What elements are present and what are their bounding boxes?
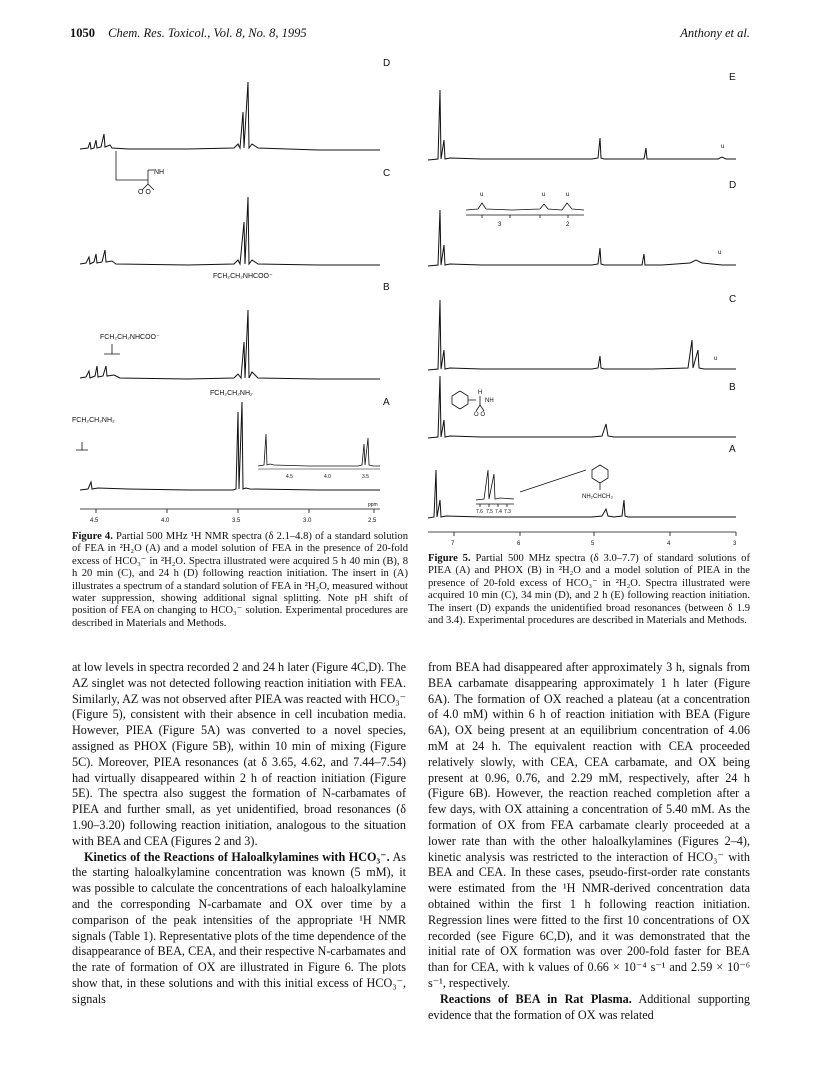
figure-5-caption-label: Figure 5. bbox=[428, 553, 471, 564]
figure-5-caption bbox=[428, 553, 750, 653]
phox-oo-label: O O bbox=[474, 412, 486, 418]
trace-label-b: B bbox=[383, 282, 390, 293]
insert-tick-1: 4.5 bbox=[286, 474, 293, 480]
insert-d-tick-2: 2 bbox=[566, 222, 570, 228]
axis5-tick-3: 3 bbox=[733, 541, 737, 547]
axis5-tick-4: 4 bbox=[667, 541, 671, 547]
spectrum-e bbox=[428, 90, 736, 160]
insert-u-2: u bbox=[542, 192, 546, 198]
nh-structure-d bbox=[116, 151, 154, 190]
trace-label-c: C bbox=[383, 168, 391, 179]
spectrum-b5 bbox=[428, 376, 736, 438]
insert-spectrum-a bbox=[258, 434, 380, 466]
axis-tick-30: 3.0 bbox=[303, 518, 312, 524]
axis-tick-45: 4.5 bbox=[90, 518, 99, 524]
amine-label-b: FCH₂CH₂NH₂ bbox=[210, 390, 253, 397]
figure-5-caption-text: Partial 500 MHz spectra (δ 3.0–7.7) of standard solutions of PIEA (A) and PHOX (B) in ²H₂O and a model solution of PIEA in the presence of 20-fold excess of HCO₃⁻ in ²H₂O. Spectra illustrated were acquired 10 min (C), 34 min (D), and 2 h (E) following reaction initiation. The insert (D) expands the unidentified broad resonances (between δ 1.9 and 3.4). Experimental procedures are described in Materials and Methods. bbox=[428, 553, 750, 627]
amine-bracket-a bbox=[76, 442, 88, 450]
nh-label: NH bbox=[154, 169, 165, 176]
u-mark-c: u bbox=[714, 356, 718, 362]
trace-label-b5: B bbox=[729, 382, 736, 393]
u-mark-d: u bbox=[718, 250, 722, 256]
axis-tick-25: 2.5 bbox=[368, 518, 377, 524]
phox-h-label: H bbox=[478, 390, 483, 396]
kinetics-heading: Kinetics of the Reactions of Haloalkylamines with HCO₃⁻. bbox=[84, 849, 390, 864]
axis5-tick-7: 7 bbox=[451, 541, 455, 547]
insert-tick-3: 3.5 bbox=[362, 474, 369, 480]
insert-a-tick-73: 7.3 bbox=[504, 509, 511, 515]
figure-4-caption-text: Partial 500 MHz ¹H NMR spectra (δ 2.1–4.8) of a standard solution of FEA in ²H₂O (A) and a model solution of FEA in the presence of 20-fold excess of HCO₃⁻ in ²H₂O. Spectra illustrated were acquired 5 h 40 min (B), 8 h 20 min (C), and 24 h (D) following reaction initiation. The insert in (A) illustrates a spectrum of a standard solution of FEA in ²H₂O, measured without water suppression, showing additional signal splitting. Note pH shift of position of FEA on changing to HCO₃⁻ solution. Experimental procedures are described in Materials and Methods. bbox=[72, 531, 408, 629]
right-paragraph-1: from BEA had disappeared after approximately 3 h, signals from BEA carbamate disappearing approximately 1 h later (Figure 6A). The formation of OX reached a plateau (at a concentration of 4.0 mM) within 6 h of reaction initiation with BEA (Figure 6A), OX being present at an equilibrium concentration of 4.06 mM at 24 h. The equivalent reaction with CEA proceeded relatively slowly, with CEA, CEA carbamate, and OX being present at 0.96, 0.76, and 2.29 mM, respectively, after 24 h (Figure 6B). However, the reaction reached completion after a few days, with OX attaining a concentration of 5.40 mM. As the formation of OX from FEA carbamate clearly proceeded at a lower rate than with the other haloalkylamines (Figures 2–4), kinetic analysis was restricted to the interaction of HCO₃⁻ with BEA and CEA. In these cases, pseudo-first-order rate constants were estimated from the ¹H NMR-derived concentration data obtained within the first 1 h following reaction initiation. Regression lines were fitted to the first 10 concentrations of OX recorded (see Figure 6C,D), and it was demonstrated that the initial rate of OX formation was over 200-fold faster for BEA than for CEA, with k values of 0.66 × 10⁻⁴ s⁻¹ and 2.59 × 10⁻⁶ s⁻¹, respectively. bbox=[428, 660, 750, 990]
spectrum-a bbox=[80, 402, 380, 490]
axis-tick-40: 4.0 bbox=[161, 518, 170, 524]
insert-u-1: u bbox=[480, 192, 484, 198]
right-text-column bbox=[428, 660, 750, 1055]
insert-a-tick-76: 7.6 bbox=[476, 509, 483, 515]
left-text-column bbox=[72, 660, 406, 1055]
kinetics-text: As the starting haloalkylamine concentration was known (5 mM), it was possible to calculate the concentrations of each haloalkylamine and the corresponding N-carbamate and OX over time by a comparison of the peak intensities of the appropriate ¹H NMR signals (Table 1). Representative plots of the time dependence of the disappearance of BEA, CEA, and their respective N-carbamates and the rate of formation of OX are illustrated in Figure 6. The plots show that, in these solutions and with this initial excess of HCO₃⁻, signals bbox=[72, 849, 406, 1006]
spectrum-c5 bbox=[428, 300, 736, 370]
figure-4-caption bbox=[72, 531, 408, 653]
trace-label-a: A bbox=[383, 397, 390, 408]
trace-label-d: D bbox=[383, 58, 391, 69]
axis5-tick-5: 5 bbox=[591, 541, 595, 547]
right-paragraph-2 bbox=[428, 992, 750, 1024]
insert-spectrum-d bbox=[466, 203, 584, 218]
running-header bbox=[70, 26, 750, 44]
trace-label-d5: D bbox=[729, 180, 737, 191]
insert-tick-2: 4.0 bbox=[324, 474, 331, 480]
trace-label-e: E bbox=[729, 72, 736, 83]
spectrum-c bbox=[80, 197, 380, 265]
insert-a-tick-74: 7.4 bbox=[495, 509, 502, 515]
insert-d-tick-3: 3 bbox=[498, 222, 502, 228]
plasma-heading: Reactions of BEA in Rat Plasma. bbox=[440, 991, 632, 1006]
figure-4-caption-label: Figure 4. bbox=[72, 531, 113, 542]
left-paragraph-2 bbox=[72, 850, 406, 1008]
ppm-axis-5 bbox=[428, 532, 736, 536]
piea-nh2-label: NH₂CHCH₃ bbox=[582, 494, 613, 500]
amine-label-a: FCH₂CH₂NH₂ bbox=[72, 417, 115, 424]
carbamate-label-b: FCH₂CH₂NHCOO⁻ bbox=[100, 334, 160, 341]
carbamate-label-c: FCH₂CH₂NHCOO⁻ bbox=[213, 273, 273, 280]
spectrum-d bbox=[80, 82, 380, 150]
figure-4-nmr-spectra bbox=[68, 52, 408, 530]
figure-5-nmr-spectra bbox=[422, 60, 752, 555]
journal-citation: Chem. Res. Toxicol., Vol. 8, No. 8, 1995 bbox=[108, 26, 307, 40]
ppm-axis bbox=[80, 509, 380, 513]
trace-label-a5: A bbox=[729, 444, 736, 455]
spectrum-b bbox=[80, 310, 380, 379]
left-paragraph-1: at low levels in spectra recorded 2 and 24 h later (Figure 4C,D). The AZ singlet was not detected following reaction initiation with FEA. Similarly, AZ was not observed after PIEA was reacted with HCO₃⁻ (Figure 5), consistent with their absence in cell incubation media. However, PIEA (Figure 5A) was converted to a novel species, assigned as PHOX (Figure 5B), within 10 min of mixing (Figure 5C). Moreover, PIEA resonances (at δ 3.65, 4.62, and 7.44–7.54) had virtually disappeared within 2 h of reaction initiation (Figure 5E). The spectra also suggest the formation of N-carbamates of PIEA and further small, as yet unidentified, broad resonances (δ 1.90–3.20) following reaction initiation, analogous to the situation with BEA and CEA (Figures 2 and 3). bbox=[72, 660, 406, 848]
piea-structure bbox=[592, 465, 608, 490]
axis-tick-35: 3.5 bbox=[232, 518, 241, 524]
insert-spectrum-a5 bbox=[476, 470, 514, 507]
trace-label-c5: C bbox=[729, 294, 737, 305]
spectrum-d5 bbox=[428, 210, 736, 266]
axis5-tick-6: 6 bbox=[517, 541, 521, 547]
u-mark-e: u bbox=[721, 144, 725, 150]
oo-label: O O bbox=[138, 189, 151, 196]
piea-arrow-line bbox=[520, 470, 586, 492]
insert-a-tick-75: 7.5 bbox=[486, 509, 493, 515]
axis-unit-ppm: ppm bbox=[368, 502, 378, 508]
carbamate-bracket-b bbox=[104, 344, 120, 354]
running-authors: Anthony et al. bbox=[680, 26, 750, 40]
page-number: 1050 bbox=[70, 26, 95, 40]
phox-nh-label: NH bbox=[485, 398, 494, 404]
insert-u-3: u bbox=[566, 192, 570, 198]
plasma-text: Additional supporting evidence that the formation of OX was related bbox=[428, 991, 750, 1022]
